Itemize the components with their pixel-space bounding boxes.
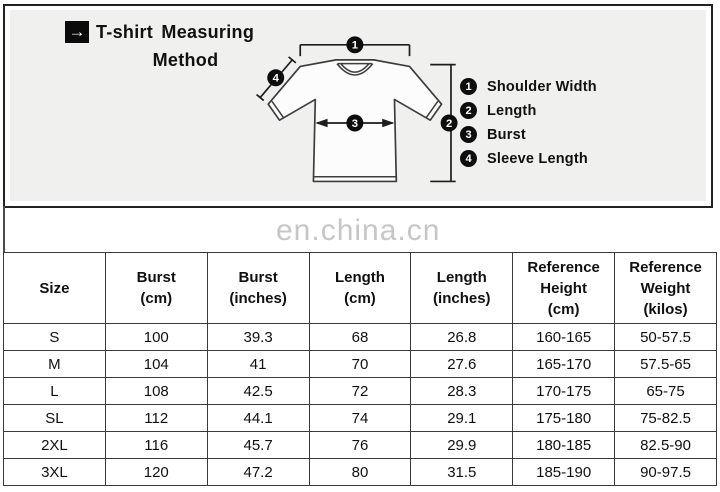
table-header-cell: Length (cm) xyxy=(309,253,411,324)
table-cell: 42.5 xyxy=(207,378,309,405)
table-cell: 26.8 xyxy=(411,324,513,351)
table-cell: 165-170 xyxy=(513,351,615,378)
table-header-cell: Burst (inches) xyxy=(207,253,309,324)
table-cell: 170-175 xyxy=(513,378,615,405)
legend-label: Length xyxy=(487,102,537,119)
table-cell: 50-57.5 xyxy=(615,324,717,351)
table-row xyxy=(4,405,717,432)
table-cell: 112 xyxy=(105,405,207,432)
table-cell: 65-75 xyxy=(615,378,717,405)
table-cell: 45.7 xyxy=(207,432,309,459)
table-header-cell: Burst (cm) xyxy=(105,253,207,324)
table-cell: 76 xyxy=(309,432,411,459)
table-cell: 80 xyxy=(309,459,411,486)
table-cell: 100 xyxy=(105,324,207,351)
title-line2: Method xyxy=(152,50,219,70)
table-header-row xyxy=(4,253,717,324)
marker-3: 3 xyxy=(351,117,359,130)
circled-4-icon: 4 xyxy=(460,150,477,167)
table-cell: 180-185 xyxy=(513,432,615,459)
table-cell: 90-97.5 xyxy=(615,459,717,486)
table-cell: 47.2 xyxy=(207,459,309,486)
table-cell: 70 xyxy=(309,351,411,378)
legend-label: Shoulder Width xyxy=(487,78,597,95)
tshirt-diagram xyxy=(255,32,467,198)
table-cell: 39.3 xyxy=(207,324,309,351)
dimension-shoulder-width xyxy=(300,36,409,56)
table-cell: 57.5-65 xyxy=(615,351,717,378)
table-cell: 120 xyxy=(105,459,207,486)
size-table-body xyxy=(4,324,717,486)
legend-item-burst xyxy=(460,126,597,143)
table-cell: SL xyxy=(4,405,106,432)
legend-label: Sleeve Length xyxy=(487,150,588,167)
size-table-head xyxy=(4,253,717,324)
table-cell: 74 xyxy=(309,405,411,432)
dimension-length xyxy=(430,65,457,182)
left-border-connector xyxy=(3,206,5,252)
table-cell: 2XL xyxy=(4,432,106,459)
circled-3-icon: 3 xyxy=(460,126,477,143)
size-table xyxy=(3,252,717,486)
marker-4: 4 xyxy=(272,72,279,85)
table-cell: 31.5 xyxy=(411,459,513,486)
table-cell: 75-82.5 xyxy=(615,405,717,432)
title-line1: T-shirt Measuring xyxy=(96,21,255,42)
marker-1: 1 xyxy=(351,39,359,52)
table-header-cell: Reference Weight (kilos) xyxy=(615,253,717,324)
table-cell: 41 xyxy=(207,351,309,378)
table-cell: 108 xyxy=(105,378,207,405)
table-cell: 28.3 xyxy=(411,378,513,405)
legend-item-length xyxy=(460,102,597,119)
table-cell: 68 xyxy=(309,324,411,351)
table-cell: 44.1 xyxy=(207,405,309,432)
table-cell: L xyxy=(4,378,106,405)
table-cell: 27.6 xyxy=(411,351,513,378)
measuring-method-panel xyxy=(3,4,713,208)
table-row xyxy=(4,324,717,351)
table-header-cell: Reference Height (cm) xyxy=(513,253,615,324)
table-cell: S xyxy=(4,324,106,351)
legend-label: Burst xyxy=(487,126,526,143)
table-row xyxy=(4,351,717,378)
circled-2-icon: 2 xyxy=(460,102,477,119)
table-cell: M xyxy=(4,351,106,378)
arrow-icon: → xyxy=(65,21,89,43)
panel-title xyxy=(65,21,275,71)
table-row xyxy=(4,432,717,459)
table-cell: 116 xyxy=(105,432,207,459)
table-cell: 29.1 xyxy=(411,405,513,432)
table-cell: 160-165 xyxy=(513,324,615,351)
table-header-cell: Length (inches) xyxy=(411,253,513,324)
measurement-legend xyxy=(460,78,597,174)
marker-2: 2 xyxy=(445,117,453,130)
table-row xyxy=(4,459,717,486)
legend-item-shoulder-width xyxy=(460,78,597,95)
table-cell: 72 xyxy=(309,378,411,405)
table-cell: 82.5-90 xyxy=(615,432,717,459)
legend-item-sleeve-length xyxy=(460,150,597,167)
table-cell: 175-180 xyxy=(513,405,615,432)
table-cell: 29.9 xyxy=(411,432,513,459)
table-row xyxy=(4,378,717,405)
watermark-text: en.china.cn xyxy=(276,214,441,247)
table-header-cell: Size xyxy=(4,253,106,324)
table-cell: 3XL xyxy=(4,459,106,486)
circled-1-icon: 1 xyxy=(460,78,477,95)
table-cell: 185-190 xyxy=(513,459,615,486)
table-cell: 104 xyxy=(105,351,207,378)
